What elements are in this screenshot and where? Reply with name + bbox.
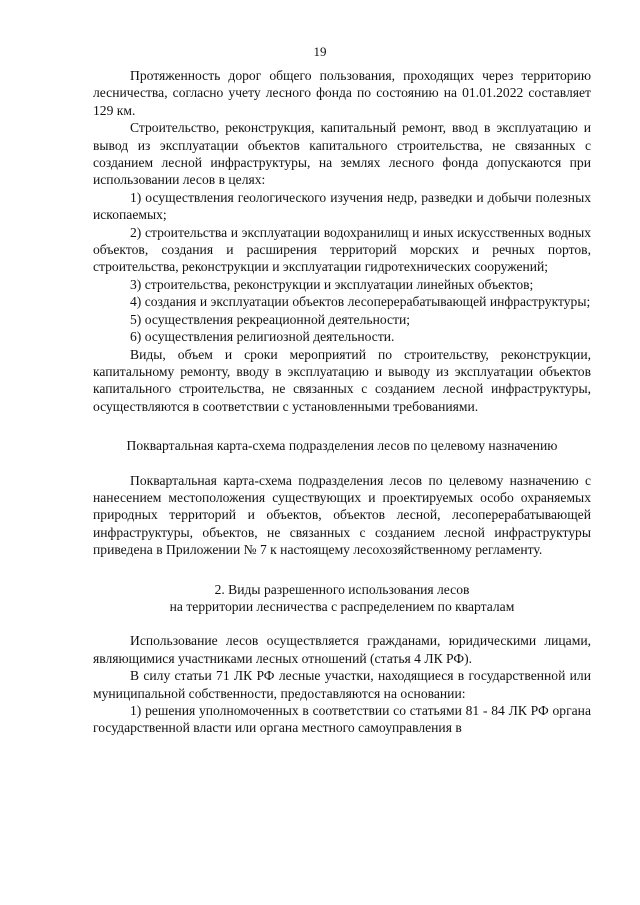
list-item-geology: 1) осуществления геологического изучения недр, разведки и добычи полезных ископаемых;	[93, 189, 591, 223]
paragraph-construction-purposes: Строительство, реконструкция, капитальный ремонт, ввод в эксплуатацию и вывод из эксплуатации объектов капитального строительства, не связанных с созданием лесной инфраструктуры, на землях лесного фонда допускаются при использовании лесов в целях:	[93, 120, 591, 188]
section-heading-line-2: на территории лесничества с распределением по кварталам	[169, 598, 515, 614]
section-heading-map: Поквартальная карта-схема подразделения лесов по целевому назначению	[126, 438, 558, 454]
list-item-linear-objects: 3) строительства, реконструкции и эксплуатации линейных объектов;	[130, 276, 534, 292]
document-body	[93, 67, 591, 737]
list-item-recreation: 5) осуществления рекреационной деятельности;	[130, 311, 411, 327]
list-item-wood-processing: 4) создания и эксплуатации объектов лесоперерабатывающей инфраструктуры;	[130, 294, 591, 310]
page-number: 19	[313, 44, 327, 59]
list-item-religious: 6) осуществления религиозной деятельности.	[130, 329, 395, 345]
paragraph-decision: 1) решения уполномоченных в соответствии со статьями 81 - 84 ЛК РФ органа государственной власти или органа местного самоуправления в	[93, 703, 591, 736]
paragraph-article-71: В силу статьи 71 ЛК РФ лесные участки, находящиеся в государственной или муниципальной собственности, предоставляются на основании:	[93, 668, 591, 701]
paragraph-roads-length: Протяженность дорог общего пользования, проходящих через территорию лесничества, согласно учету лесного фонда по состоянию на 01.01.2022 составляет 129 км.	[93, 68, 591, 118]
section-heading-permitted-use	[93, 581, 591, 616]
list-item-reservoirs: 2) строительства и эксплуатации водохранилищ и иных искусственных водных объектов, создания и расширения территорий морских и речных портов, строительства, реконструкции и эксплуатации гидротехнических сооружений;	[93, 224, 591, 275]
section-heading-line-1: 2. Виды разрешенного использования лесов	[214, 581, 470, 597]
paragraph-forest-users: Использование лесов осуществляется гражданами, юридическими лицами, являющимися участниками лесных отношений (статья 4 ЛК РФ).	[93, 633, 591, 666]
paragraph-map-reference: Поквартальная карта-схема подразделения лесов по целевому назначению с нанесением местоположения существующих и проектируемых особо охраняемых природных территорий и объектов, объектов лесной, лесоперерабатывающей инфраструктуры, объектов, не связанных с созданием лесной инфраструктуры приведена в Приложении № 7 к настоящему лесохозяйственному регламенту.	[93, 472, 591, 558]
paragraph-measures: Виды, объем и сроки мероприятий по строительству, реконструкции, капитальному ремонту, вводу в эксплуатацию и выводу из эксплуатации объектов капитального строительства, не связанных с созданием лесной инфраструктуры, осуществляются в соответствии с установленными требованиями.	[93, 346, 591, 414]
